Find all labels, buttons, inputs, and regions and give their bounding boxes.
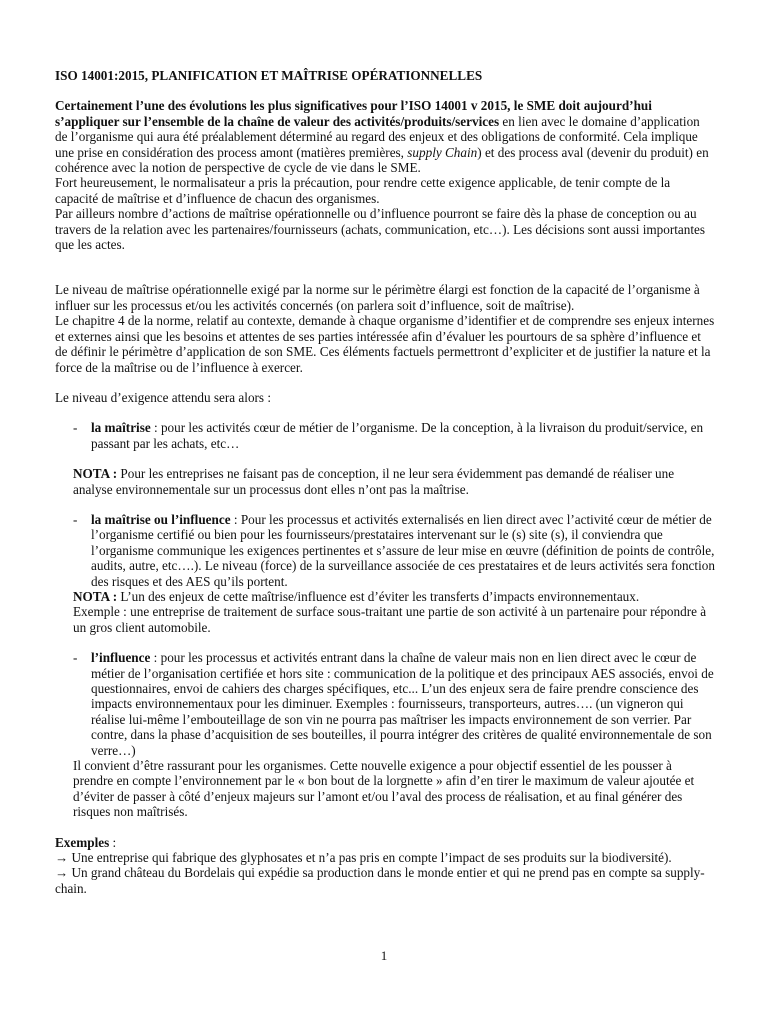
intro-text-2: ) et des process aval (devenir du produit) en cohérence avec la notion de perspective de cycle de vie dans le SME. bbox=[55, 144, 709, 176]
nota-label: NOTA : bbox=[73, 466, 118, 482]
list-dash: - bbox=[73, 511, 78, 527]
nota-label: NOTA : bbox=[73, 588, 118, 604]
chapitre-paragraph: Le chapitre 4 de la norme, relatif au contexte, demande à chaque organisme d’identifier et de comprendre ses enjeux internes et externes ainsi que les besoins et attentes de ses parties intéressée afin d’évaluer les pourtours de sa sphère d’influence et de définir le périmètre d’application de son SME. Ces éléments factuels permettront d’expliciter et de justifier la nature et la force de la maîtrise ou de l’influence à exercer. bbox=[55, 313, 715, 375]
list-item-maitrise-influence bbox=[73, 512, 715, 589]
text-maitrise: : pour les activités cœur de métier de l’organisme. De la conception, à la livraison du produit/service, en passant par les achats, etc… bbox=[91, 420, 704, 451]
exemple-item-1: → Une entreprise qui fabrique des glyphosates et n’a pas pris en compte l’impact de ses produits sur la biodiversité). bbox=[55, 850, 672, 866]
list-item-maitrise bbox=[73, 420, 715, 451]
list-item-influence bbox=[73, 650, 715, 758]
nota-maitrise bbox=[73, 466, 715, 497]
intro-bold-lead: Certainement l’une des évolutions les plus significatives pour l’ISO 14001 v 2015, le SME doit aujourd’hui s’appliquer sur l’ensemble de la chaîne de valeur des activités/produits/services bbox=[55, 98, 652, 129]
exigence-paragraph: Le niveau d’exigence attendu sera alors : bbox=[55, 389, 272, 405]
document-title: ISO 14001:2015, PLANIFICATION ET MAÎTRISE OPÉRATIONNELLES bbox=[55, 68, 483, 83]
nota-maitrise-influence bbox=[73, 589, 715, 604]
intro-paragraph bbox=[55, 98, 715, 175]
exemple-maitrise-influence: Exemple : une entreprise de traitement de surface sous-traitant une partie de son activité à un partenaire pour répondre à un gros client automobile. bbox=[73, 604, 707, 635]
text-influence: : pour les processus et activités entrant dans la chaîne de valeur mais non en lien direct avec le cœur de métier de l’organisation certifiée et hors site : communication de la politique et des principaux AES associés, envoi de questionnaires, envoi de cahiers des charges spécifiques, etc... L’un des enjeux sera de faire prendre conscience des impacts environnementaux pour les diminuer. Exemples : fournisseurs, transporteurs, autres…. (un vigneron qui réalise lui-même l’embouteillage de son vin ne pourra pas maîtriser les impacts environnement de son verrier. Par contre, dans la phase d’acquisition de ses bouteilles, il pourra intégrer des critères de qualité environnementale de son verre…) bbox=[91, 650, 714, 758]
text-maitrise-influence: : Pour les processus et activités externalisés en lien direct avec l’activité cœur de métier de l’organisme certifié ou bien pour les fournisseurs/prestataires intervenant sur le (s) site (s), il conviendra que l’organisme communique les exigences pertinentes et s’assure de leur mise en œuvre (définition de points de contrôle, audits, autre, etc….). Le niveau (force) de la surveillance associée de ces prestataires et de leurs activités sera fonction des risques et des AES qu’ils portent. bbox=[91, 511, 715, 589]
intro-line-2: Fort heureusement, le normalisateur a pris la précaution, pour rendre cette exigence applicable, de tenir compte de la capacité de maîtrise et d’influence de chacun des organismes. bbox=[55, 175, 671, 206]
exemple-item-2: → Un grand château du Bordelais qui expédie sa production dans le monde entier et qui ne prend pas en compte sa supply-chain. bbox=[55, 865, 705, 896]
term-maitrise-influence: la maîtrise ou l’influence bbox=[91, 511, 231, 527]
page-number: 1 bbox=[380, 948, 388, 963]
closing-paragraph: Il convient d’être rassurant pour les organismes. Cette nouvelle exigence a pour objectif essentiel de les pousser à prendre en compte l’environnement par le « bon bout de la lorgnette » afin d’en tirer le maximum de valeur ajoutée et d’éviter de passer à côté d’enjeux majeurs sur l’amont et/ou l’aval des process de réalisation, et au final générer des risques non maîtrisés. bbox=[73, 758, 695, 820]
list-dash: - bbox=[73, 420, 78, 436]
nota-text: L’un des enjeux de cette maîtrise/influence est d’éviter les transferts d’impacts environnementaux. bbox=[117, 588, 640, 604]
intro-italic-term: supply Chain bbox=[407, 144, 478, 160]
exemples-heading bbox=[55, 835, 715, 850]
term-influence: l’influence bbox=[91, 650, 151, 666]
term-maitrise: la maîtrise bbox=[91, 420, 151, 436]
exemples-label: Exemples bbox=[55, 834, 110, 850]
intro-text-1: en lien avec le domaine d’application de l’organisme qui aura été préalablement déterminé au regard des enjeux et des obligations de conformité. Cela implique une prise en considération des process amont (matières premières, bbox=[55, 113, 700, 160]
nota-text: Pour les entreprises ne faisant pas de conception, il ne leur sera évidemment pas demandé de réaliser une analyse environnementale sur un processus dont elles n’ont pas la maîtrise. bbox=[73, 466, 675, 497]
list-dash: - bbox=[73, 650, 78, 666]
document-body bbox=[55, 68, 715, 896]
intro-line-3: Par ailleurs nombre d’actions de maîtrise opérationnelle ou d’influence pourront se faire dès la phase de conception ou au travers de la relation avec les partenaires/fournisseurs (achats, communication, etc…). Les décisions sont aussi importantes que les actes. bbox=[55, 206, 706, 253]
niveau-paragraph: Le niveau de maîtrise opérationnelle exigé par la norme sur le périmètre élargi est fonction de la capacité de l’organisme à influer sur les processus et/ou les activités concernés (on parlera soit d’influence, soit de maîtrise). bbox=[55, 282, 700, 313]
exemples-label-suffix: : bbox=[109, 834, 117, 850]
